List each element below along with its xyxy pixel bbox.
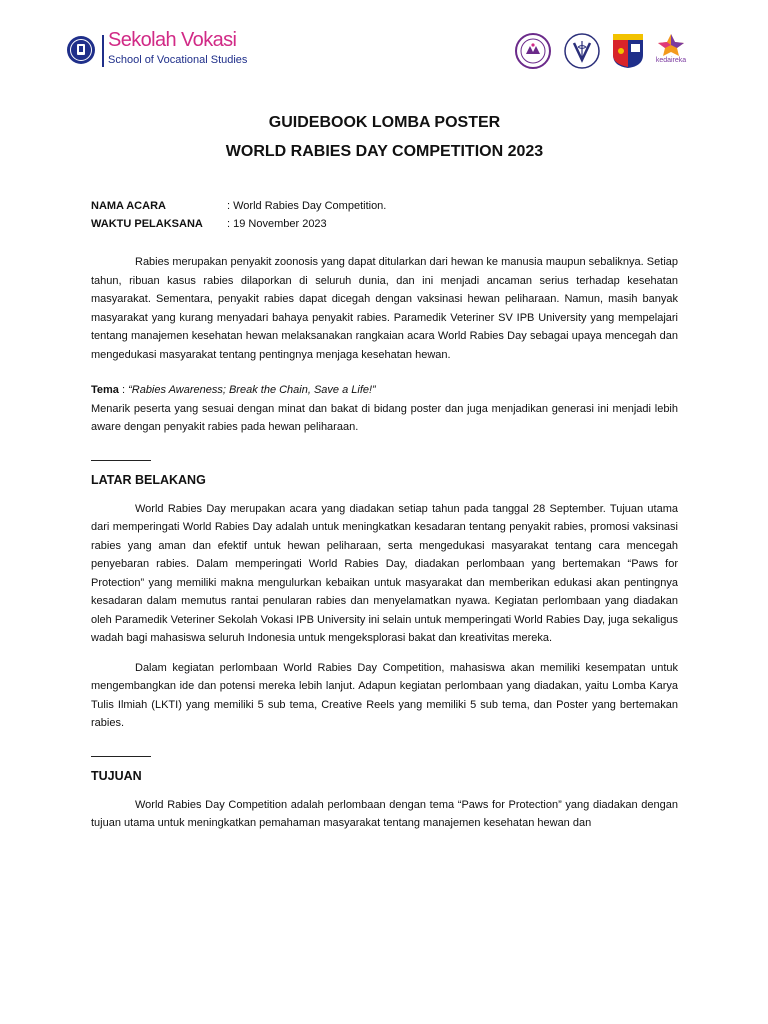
- meta-key: WAKTU PELAKSANA: [91, 218, 203, 230]
- brand-subtitle: School of Vocational Studies: [108, 54, 248, 66]
- tema-separator: :: [118, 384, 129, 396]
- section-rule: [91, 460, 151, 461]
- vet-association-logo-icon: [564, 33, 600, 69]
- tema-description: Menarik peserta yang sesuai dengan minat dan bakat di bidang poster dan juga menjadikan generasi ini menjadi lebih aware dengan penyakit rabies pada hewan peliharaan.: [91, 402, 678, 433]
- document-body: [91, 108, 678, 833]
- page-header: [0, 0, 768, 90]
- pvt-logo-icon: [515, 33, 551, 69]
- section-heading-tujuan: TUJUAN: [91, 768, 142, 783]
- kedaireka-label: kedaireka: [655, 57, 687, 64]
- latar-paragraph: Dalam kegiatan perlombaan World Rabies Day Competition, mahasiswa akan memiliki kesempatan untuk mengembangkan ide dan potensi mereka lebih lanjut. Adapun kegiatan perlombaan yang diadakan, yaitu Lomba Karya Tulis Ilmiah (LKTI) yang memiliki 5 sub tema, Creative Reels yang memiliki 5 sub tema, dan Poster yang bertemakan rabies.: [91, 661, 678, 729]
- document-title-line-1: GUIDEBOOK LOMBA POSTER: [268, 114, 501, 131]
- meta-key: NAMA ACARA: [91, 200, 166, 212]
- document-title-line-2: WORLD RABIES DAY COMPETITION 2023: [225, 143, 544, 160]
- latar-paragraph: World Rabies Day merupakan acara yang diadakan setiap tahun pada tanggal 28 September. Tujuan utama dari memperingati World Rabies Day adalah untuk meningkatkan kesadaran tentang penyakit rabies, promosi vaksinasi rabies yang aman dan efektif untuk hewan peliharaan, serta mengedukasi masyarakat tentang cara mencegah penyebaran rabies. Dalam memperingati World Rabies Day, diadakan perlombaan yang bertemakan “Paws for Protection” yang memiliki makna mengulurkan kebaikan untuk masyarakat dan memberikan edukasi akan pentingnya kesadaran dalam memutus rantai penularan rabies dan menyelamatkan nyawa. Kegiatan perlombaan yang diadakan oleh Paramedik Veteriner Sekolah Vokasi IPB University ini selain untuk memperingati World Rabies Day, juga sekaligus wadah bagi mahasiswa seluruh Indonesia untuk mengeksplorasi bakat dan kreativitas mereka.: [91, 502, 678, 644]
- university-crest-icon: [612, 33, 644, 69]
- ipb-seal-icon: [66, 35, 96, 65]
- tujuan-paragraph: World Rabies Day Competition adalah perlombaan dengan tema “Paws for Protection” yang diadakan dengan tujuan utama untuk meningkatkan pemahaman masyarakat tentang manajemen kesehatan hewan dan: [91, 798, 678, 829]
- meta-row-nama-acara: [91, 197, 678, 215]
- brand-title: Sekolah Vokasi: [108, 29, 237, 51]
- kedaireka-star-icon: [656, 33, 686, 57]
- event-meta: [91, 197, 678, 233]
- section-rule: [91, 756, 151, 757]
- meta-row-waktu-pelaksana: [91, 215, 678, 233]
- meta-value: : World Rabies Day Competition.: [227, 200, 387, 212]
- section-heading-latar-belakang: LATAR BELAKANG: [91, 472, 206, 487]
- intro-paragraph: Rabies merupakan penyakit zoonosis yang dapat ditularkan dari hewan ke manusia maupun sebaliknya. Setiap tahun, ribuan kasus rabies dilaporkan di seluruh dunia, dan ini menjadi ancaman serius terhadap kesehatan masyarakat. Sementara, penyakit rabies dapat dicegah dengan vaksinasi hewan peliharaan. Namun, masih banyak masyarakat yang kurang menyadari bahaya penyakit rabies. Paramedik Veteriner SV IPB University yang mempelajari tentang manajemen kesehatan hewan melaksanakan rangkaian acara World Rabies Day sebagai upaya mencegah dan mengedukasi masyarakat tentang pentingnya menjaga kesehatan hewan.: [91, 256, 678, 361]
- kedaireka-logo: [650, 33, 692, 69]
- meta-value: : 19 November 2023: [227, 218, 327, 230]
- tema-block: [91, 381, 678, 437]
- tema-label: Tema: [91, 384, 119, 396]
- tema-value: “Rabies Awareness; Break the Chain, Save a Life!”: [128, 384, 376, 396]
- brand-divider: [102, 35, 104, 67]
